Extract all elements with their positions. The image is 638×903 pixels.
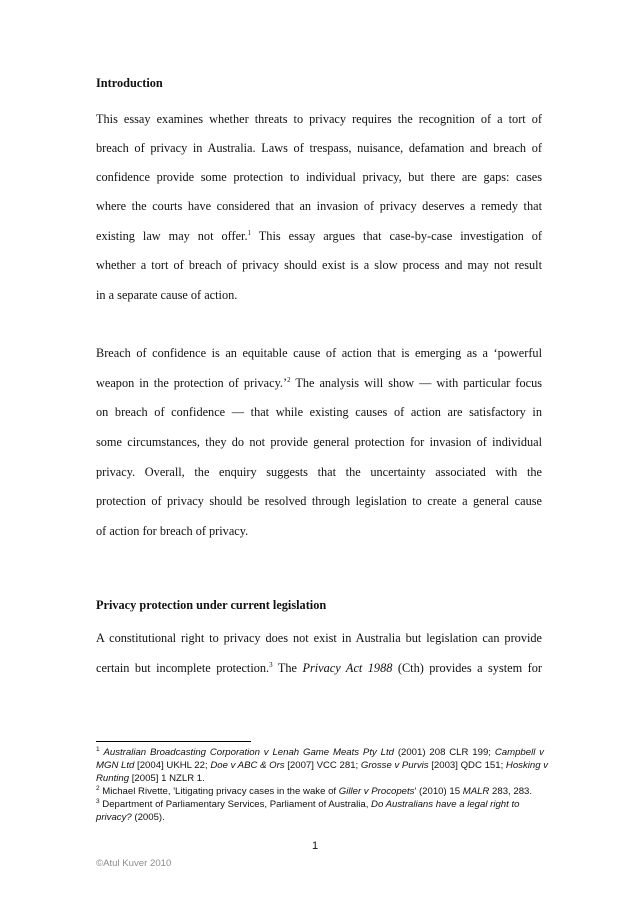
paragraph-line xyxy=(96,661,542,675)
text-run: [2005] 1 NZLR 1. xyxy=(129,773,205,784)
footnote-ref-3[interactable]: 3 xyxy=(269,660,273,669)
text-run: [2007] VCC 281; xyxy=(284,760,361,771)
footnote-ref-2[interactable]: 2 xyxy=(287,375,291,384)
paragraph-line xyxy=(96,229,542,243)
text-run: existing law may not offer. xyxy=(96,229,248,243)
text-run: certain but incomplete protection. xyxy=(96,661,270,675)
footnote-ref-1[interactable]: 1 xyxy=(247,228,252,237)
footnote-2-line xyxy=(96,785,544,798)
paragraph-line: whether a tort of breach of privacy should exist is a slow process and may not result xyxy=(96,258,542,272)
text-run: [2004] UKHL 22; xyxy=(134,760,211,771)
paragraph-line: on breach of confidence — that while existing causes of action are satisfactory in xyxy=(96,405,542,419)
paragraph-line xyxy=(96,376,542,390)
footnote-1-line xyxy=(96,772,544,785)
paragraph-line: confidence provide some protection to individual privacy, but there are gaps: cases xyxy=(96,170,542,184)
text-run: weapon in the protection of privacy.’ xyxy=(96,376,288,390)
statute-title: Privacy Act 1988 xyxy=(302,661,393,675)
case-name: Hosking v xyxy=(505,760,549,771)
footnote-separator xyxy=(96,741,251,742)
text-run: (2001) 208 CLR 199; xyxy=(393,747,495,758)
report-title: Do Australians have a legal right to xyxy=(371,799,520,810)
text-run: [2003] QDC 151; xyxy=(428,760,506,771)
paragraph-line: protection of privacy should be resolved through legislation to create a general cause xyxy=(96,494,542,508)
paragraph-line: privacy. Overall, the enquiry suggests that the uncertainty associated with the xyxy=(96,465,542,479)
text-run: ' (2010) 15 xyxy=(414,786,463,797)
section-heading-introduction: Introduction xyxy=(96,76,163,90)
journal-name: MALR xyxy=(462,786,490,797)
text-run: The analysis will show — with particular focus xyxy=(290,376,543,390)
copyright-footer: ©Atul Kuver 2010 xyxy=(96,858,172,869)
text-run: (Cth) provides a system for xyxy=(392,661,542,675)
case-name: Giller v Procopets xyxy=(338,786,415,797)
paragraph-line: some circumstances, they do not provide general protection for invasion of individual xyxy=(96,435,542,449)
footnote-number: 3 xyxy=(96,797,100,805)
case-name: Doe v ABC & Ors xyxy=(210,760,285,771)
section-heading-privacy-legislation: Privacy protection under current legislation xyxy=(96,598,327,612)
text-run: (2005). xyxy=(131,812,165,823)
footnote-1-line xyxy=(96,759,549,772)
paragraph-line: Breach of confidence is an equitable cause of action that is emerging as a ‘powerful xyxy=(96,346,542,360)
case-name: MGN Ltd xyxy=(96,760,135,771)
paragraph-line: This essay examines whether threats to privacy requires the recognition of a tort of xyxy=(96,112,542,126)
case-name: Campbell v xyxy=(494,747,544,758)
paragraph-line: A constitutional right to privacy does not exist in Australia but legislation can provide xyxy=(96,631,542,645)
footnote-number: 2 xyxy=(96,784,100,792)
text-run: This essay argues that case-by-case investigation of xyxy=(251,229,542,243)
text-run: The xyxy=(272,661,303,675)
paragraph-line: of action for breach of privacy. xyxy=(96,524,249,538)
footnote-number: 1 xyxy=(96,745,100,753)
text-run: Michael Rivette, 'Litigating privacy cases in the wake of xyxy=(99,786,339,797)
case-name: Australian Broadcasting Corporation v Lenah Game Meats Pty Ltd xyxy=(103,747,394,758)
paragraph-line: breach of privacy in Australia. Laws of trespass, nuisance, defamation and breach of xyxy=(96,141,542,155)
page-number: 1 xyxy=(312,840,319,852)
report-title: privacy? xyxy=(96,812,132,823)
paragraph-line: in a separate cause of action. xyxy=(96,288,238,302)
text-run: Department of Parliamentary Services, Parliament of Australia, xyxy=(99,799,372,810)
footnote-1-line xyxy=(96,746,544,759)
text-run: 283, 283. xyxy=(489,786,533,797)
case-name: Grosse v Purvis xyxy=(360,760,429,771)
footnote-3-line xyxy=(96,811,544,824)
case-name: Runting xyxy=(96,773,130,784)
paragraph-line: where the courts have considered that an invasion of privacy deserves a remedy that xyxy=(96,199,542,213)
footnote-3-line xyxy=(96,798,544,811)
